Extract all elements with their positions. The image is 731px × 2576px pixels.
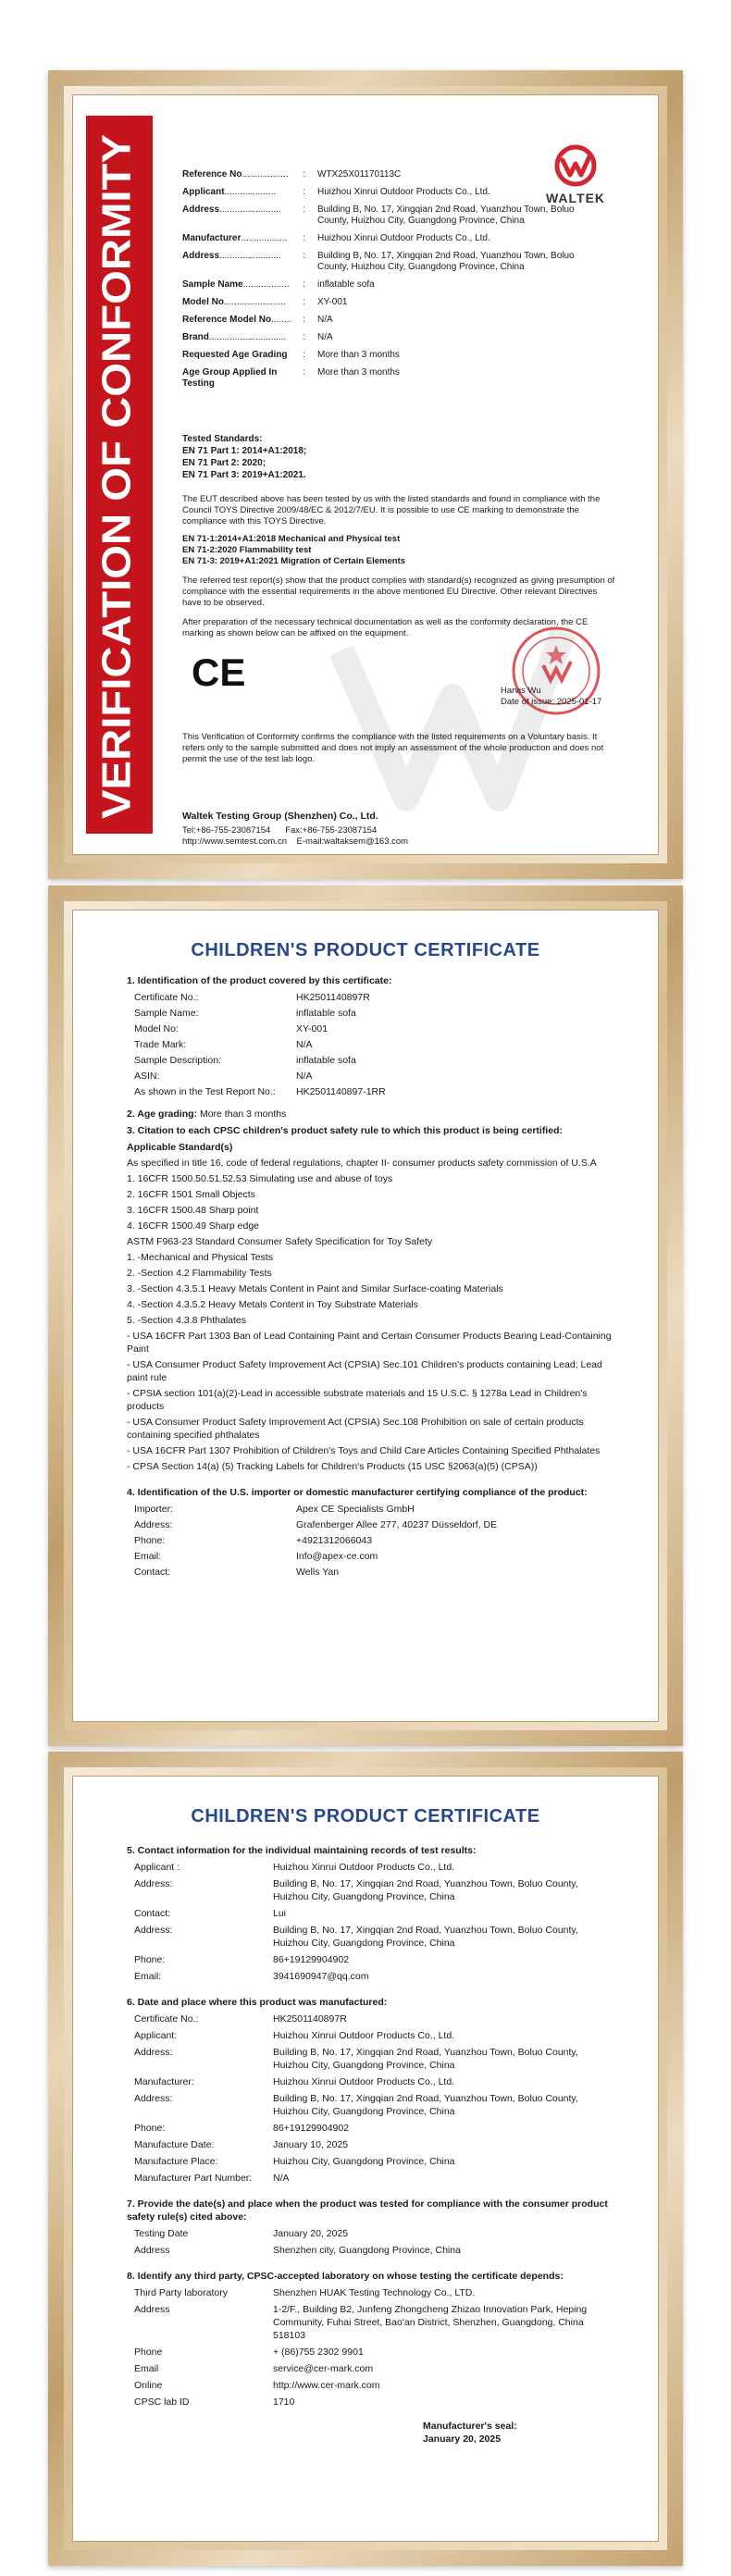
field-key-wrap [182, 279, 303, 291]
age-grading-line [127, 1108, 612, 1121]
info-value: 3941690947@qq.com [273, 1971, 369, 1982]
standard-line: - USA 16CFR Part 1307 Prohibition of Children's Toys and Child Care Articles Containing Specified Phthalates [127, 1445, 601, 1456]
field-key-wrap [182, 233, 303, 244]
section-7-heading: 7. Provide the date(s) and place when the product was tested for compliance with the consumer product safety rule(s) cited above: [127, 2198, 608, 2223]
info-row [127, 1518, 612, 1531]
field-value: Huizhou Xinrui Outdoor Products Co., Ltd. [317, 187, 490, 197]
info-key: Applicant: [134, 2030, 178, 2041]
standard-line: 4. -Section 4.3.5.2 Heavy Metals Content in Toy Substrate Materials [127, 1299, 418, 1310]
field-key-wrap [182, 315, 303, 326]
info-value: HK2501140897-1RR [296, 1086, 386, 1097]
field-key-dots: ........................ [219, 251, 281, 261]
field-key-wrap [182, 367, 303, 390]
web-line [182, 836, 408, 848]
info-key: Address: [134, 1925, 173, 1936]
standard-line: 1. 16CFR 1500.50.51.52.53 Simulating use and abuse of toys [127, 1173, 393, 1184]
field-row [182, 315, 589, 326]
standard-line: 2. 16CFR 1501 Small Objects [127, 1189, 255, 1200]
company-footer [182, 811, 408, 848]
email-link[interactable]: E-mail:waltaksem@163.com [296, 836, 409, 847]
side-title [90, 125, 149, 828]
info-value: January 10, 2025 [273, 2139, 349, 2150]
field-key-wrap [182, 251, 303, 273]
section-8-rows [127, 2286, 612, 2409]
certificate-title: CHILDREN'S PRODUCT CERTIFICATE [191, 1806, 540, 1827]
info-row [127, 2396, 612, 2409]
field-value: More than 3 months [317, 350, 400, 360]
info-row [127, 1038, 612, 1051]
standard-line: As specified in title 16, code of federal regulations, chapter II- consumer products safety commission of U.S.A [127, 1158, 597, 1169]
info-key: Manufacturer Part Number: [134, 2173, 253, 2184]
info-row [127, 2379, 612, 2392]
field-key-text: Address [182, 251, 220, 261]
contact-line [182, 825, 408, 836]
childrens-product-certificate-frame-2 [48, 1752, 683, 2566]
certificate-paper [72, 94, 659, 855]
info-row [127, 1953, 612, 1966]
section-3 [127, 1124, 612, 1473]
info-row [127, 2362, 612, 2375]
info-value: January 20, 2025 [273, 2228, 349, 2239]
tested-standards-label: Tested Standards: [182, 434, 263, 444]
section-7 [127, 2198, 612, 2257]
info-key: ASIN: [134, 1071, 160, 1082]
info-key: Trade Mark: [134, 1039, 187, 1050]
field-colon: : [303, 251, 305, 261]
standard-line: 4. 16CFR 1500.49 Sharp edge [127, 1220, 260, 1232]
manufacturer-seal-block [127, 2420, 612, 2446]
certificate-paper [72, 1776, 659, 2542]
info-row [127, 2122, 612, 2135]
ce-mark-icon [192, 650, 247, 691]
field-colon: : [303, 315, 305, 325]
info-row [127, 1503, 612, 1516]
field-key-text: Applicant [182, 187, 225, 197]
standard-line: ASTM F963-23 Standard Consumer Safety Specification for Toy Safety [127, 1236, 433, 1247]
info-value: Huizhou City, Guangdong Province, China [273, 2156, 455, 2167]
info-key: Email [134, 2363, 159, 2374]
info-key: Phone: [134, 2123, 166, 2134]
info-value: inflatable sofa [296, 1055, 356, 1066]
field-colon: : [303, 279, 305, 290]
info-key: Address [134, 2304, 170, 2315]
info-value: XY-001 [296, 1023, 328, 1034]
info-key: Sample Name: [134, 1008, 199, 1019]
info-key: Email: [134, 1971, 162, 1982]
field-value: WTX25X01170113C [317, 169, 402, 180]
info-value: Huizhou Xinrui Outdoor Products Co., Ltd. [273, 2076, 455, 2087]
field-value: Building B, No. 17, Xingqian 2nd Road, Yuanzhou Town, Boluo County, Huizhou City, Guangdong Province, China [317, 251, 575, 272]
field-value: inflatable sofa [317, 279, 375, 290]
info-row [127, 1070, 612, 1083]
field-key-text: Model No [182, 297, 224, 307]
info-value: Shenzhen city, Guangdong Province, China [273, 2245, 461, 2256]
field-key-text: Reference Model No [182, 315, 272, 325]
info-row [127, 2346, 612, 2359]
standard-line: - CPSIA section 101(a)(2)-Lead in accessible substrate materials and 15 U.S.C. § 1278a Lead in Children's products [127, 1388, 588, 1412]
info-row [127, 1924, 612, 1950]
manufacturer-seal-date: January 20, 2025 [423, 2434, 502, 2445]
info-row [127, 2075, 612, 2088]
section-6 [127, 1996, 612, 2185]
section-8-heading: 8. Identify any third party, CPSC-accepted laboratory on whose testing the certificate depends: [127, 2271, 564, 2282]
standard-line: 3. 16CFR 1500.48 Sharp point [127, 1205, 259, 1216]
tel: Tel:+86-755-23087154 [182, 825, 271, 836]
field-colon: : [303, 187, 305, 197]
info-value: +4921312066043 [296, 1535, 373, 1546]
field-colon: : [303, 367, 305, 378]
info-value: N/A [296, 1071, 313, 1082]
frame-inner [64, 1767, 667, 2550]
info-value: Lui [273, 1908, 287, 1919]
info-key: Address: [134, 2093, 173, 2104]
section-6-heading: 6. Date and place where this product was manufactured: [127, 1997, 388, 2008]
info-row [127, 1907, 612, 1920]
info-key: Testing Date [134, 2228, 189, 2239]
info-row [127, 1007, 612, 1020]
field-row [182, 279, 589, 291]
info-key: Manufacturer: [134, 2076, 194, 2087]
conformity-fields [182, 169, 589, 396]
standard-line: - USA 16CFR Part 1303 Ban of Lead Containing Paint and Certain Consumer Products Bearing Lead-Containing Paint [127, 1331, 612, 1355]
info-row [127, 1022, 612, 1035]
info-value: Building B, No. 17, Xingqian 2nd Road, Yuanzhou Town, Boluo County, Huizhou City, Guangdong Province, China [273, 2093, 578, 2117]
signature-block [501, 686, 601, 708]
section-7-rows [127, 2227, 612, 2257]
info-value: Building B, No. 17, Xingqian 2nd Road, Yuanzhou Town, Boluo County, Huizhou City, Guangdong Province, China [273, 1925, 578, 1949]
info-key: Sample Description: [134, 1055, 221, 1066]
info-value: 86+19129904902 [273, 1954, 350, 1965]
field-value: XY-001 [317, 297, 348, 307]
field-value: N/A [317, 332, 333, 342]
info-value: Info@apex-ce.com [296, 1551, 378, 1562]
section-4 [127, 1486, 612, 1579]
info-row [127, 991, 612, 1004]
info-key: Phone: [134, 1954, 166, 1965]
info-row [127, 2227, 612, 2240]
info-key: Certificate No.: [134, 2013, 199, 2025]
field-row [182, 169, 589, 180]
field-key-wrap [182, 187, 303, 198]
field-key-wrap [182, 350, 303, 361]
info-value: Apex CE Specialists GmbH [296, 1504, 415, 1515]
age-grading-label: 2. Age grading: [127, 1108, 198, 1120]
field-colon: : [303, 297, 305, 307]
info-row [127, 1085, 612, 1098]
voluntary-paragraph: This Verification of Conformity confirms the compliance with the listed requirements on a Voluntary basis. It refers only to the sample submitted and does not imply an assessment of the whole production and does not permit the use of the test lab logo. [182, 732, 604, 764]
fax: Fax:+86-755-23087154 [285, 825, 378, 836]
test-line: EN 71-1:2014+A1:2018 Mechanical and Physical test [182, 534, 401, 544]
info-row [127, 2172, 612, 2185]
info-key: Contact: [134, 1567, 171, 1578]
info-key: Applicant : [134, 1862, 180, 1873]
field-colon: : [303, 204, 305, 215]
section-3-heading: 3. Citation to each CPSC children's product safety rule to which this product is being certified: [127, 1125, 563, 1136]
info-row [127, 2286, 612, 2299]
field-key-text: Requested Age Grading [182, 350, 288, 360]
section-1-heading: 1. Identification of the product covered by this certificate: [127, 975, 392, 986]
section-4-rows [127, 1503, 612, 1579]
field-key-dots: .................. [242, 279, 290, 290]
info-value: Shenzhen HUAK Testing Technology Co., LTD. [273, 2287, 476, 2298]
field-key-text: Reference No [182, 169, 242, 180]
field-key-wrap [182, 332, 303, 343]
info-row [127, 2303, 612, 2342]
info-value: 1710 [273, 2396, 295, 2408]
section-2 [127, 1108, 612, 1121]
field-key-text: Manufacturer [182, 233, 242, 243]
section-5-rows [127, 1861, 612, 1983]
field-row [182, 350, 589, 361]
field-row [182, 297, 589, 308]
info-value: Huizhou Xinrui Outdoor Products Co., Ltd. [273, 1862, 455, 1873]
info-key: CPSC lab ID [134, 2396, 190, 2408]
info-key: Online [134, 2380, 163, 2391]
certificate-title: CHILDREN'S PRODUCT CERTIFICATE [191, 940, 540, 960]
info-row [127, 2012, 612, 2025]
frame-inner [64, 86, 667, 863]
info-row [127, 2244, 612, 2257]
info-value: N/A [296, 1039, 313, 1050]
side-title-svg [90, 125, 149, 828]
section-5-heading: 5. Contact information for the individual maintaining records of test results: [127, 1845, 477, 1856]
info-key: Model No: [134, 1023, 179, 1034]
field-key-dots: .............................. [208, 332, 287, 342]
field-key-wrap [182, 169, 303, 180]
website-link[interactable]: http://www.semtest.com.cn [182, 836, 287, 847]
tested-standards-block [182, 433, 617, 481]
field-row [182, 233, 589, 244]
info-key: Phone: [134, 1535, 166, 1546]
info-row [127, 1877, 612, 1903]
info-value: Building B, No. 17, Xingqian 2nd Road, Yuanzhou Town, Boluo County, Huizhou City, Guangdong Province, China [273, 2047, 578, 2071]
field-row [182, 251, 589, 273]
standard-line: 1. -Mechanical and Physical Tests [127, 1252, 273, 1263]
info-value: 1-2/F., Building B2, Junfeng Zhongcheng Zhizao Innovation Park, Heping Community, Fuhai Street, Bao'an District, Shenzhen, Guangdong, China 518103 [273, 2304, 588, 2341]
standard-line: 5. -Section 4.3.8 Phthalates [127, 1315, 246, 1326]
field-key-text: Brand [182, 332, 209, 342]
info-value: Huizhou Xinrui Outdoor Products Co., Ltd. [273, 2030, 455, 2041]
info-value: 86+19129904902 [273, 2123, 350, 2134]
field-key-dots: ........................ [219, 204, 281, 215]
info-row [127, 2155, 612, 2168]
field-value: N/A [317, 315, 333, 325]
age-grading-value: More than 3 months [199, 1108, 287, 1120]
info-value: HK2501140897R [273, 2013, 347, 2025]
frame-inner [64, 901, 667, 1730]
info-key: Phone [134, 2347, 163, 2358]
applicable-standards-label: Applicable Standard(s) [127, 1142, 233, 1153]
section-4-heading: 4. Identification of the U.S. importer or domestic manufacturer certifying compliance of the product: [127, 1487, 588, 1498]
field-key-dots: .................. [242, 169, 289, 180]
ce-mark-text: CE [192, 650, 246, 691]
test-line: EN 71-2:2020 Flammability test [182, 545, 312, 555]
field-row [182, 187, 589, 198]
test-line: EN 71-3: 2019+A1:2021 Migration of Certain Elements [182, 556, 406, 566]
presumption-paragraph: The referred test report(s) show that the product complies with standard(s) recognized as giving presumption of compliance with the essential requirements in the above mentioned EU Directive. Other relevant Directives have to be observed. [182, 576, 615, 608]
info-key: Importer: [134, 1504, 174, 1515]
info-value: HK2501140897R [296, 992, 370, 1003]
field-key-wrap [182, 204, 303, 227]
field-key-text: Sample Name [182, 279, 243, 290]
field-value: Huizhou Xinrui Outdoor Products Co., Ltd. [317, 233, 490, 243]
info-value: inflatable sofa [296, 1008, 356, 1019]
tested-standard-1: EN 71 Part 1: 2014+A1:2018; [182, 446, 307, 456]
company-name: Waltek Testing Group (Shenzhen) Co., Ltd. [182, 811, 378, 822]
standards-list [127, 1157, 612, 1473]
info-key: Address: [134, 2047, 173, 2058]
info-row [127, 1054, 612, 1067]
standard-line: - USA Consumer Product Safety Improvement Act (CPSIA) Sec.108 Prohibition on sale of certain products containing specified phthalates [127, 1417, 584, 1441]
field-key-text: Address [182, 204, 220, 215]
section-1 [127, 974, 612, 1098]
field-colon: : [303, 233, 305, 243]
manufacturer-seal-label: Manufacturer's seal: [423, 2421, 517, 2432]
tests-block [182, 534, 617, 567]
standard-line: - USA Consumer Product Safety Improvement Act (CPSIA) Sec.101 Children's products containing Lead; Lead paint rule [127, 1359, 602, 1383]
date-of-issue: Date of issue: 2025-01-17 [501, 697, 602, 707]
ce-marking-paragraph: After preparation of the necessary technical documentation as well as the conformity declaration, the CE marking as shown below can be affixed on the equipment. [182, 617, 589, 638]
info-row [127, 1861, 612, 1874]
field-key-wrap [182, 297, 303, 308]
section-5 [127, 1844, 612, 1983]
field-key-dots: .................... [224, 187, 277, 197]
info-key: Email: [134, 1551, 162, 1562]
info-row [127, 2138, 612, 2151]
info-value: service@cer-mark.com [273, 2363, 374, 2374]
info-row [127, 1534, 612, 1547]
info-key: Address [134, 2245, 170, 2256]
field-row [182, 332, 589, 343]
info-value: http://www.cer-mark.com [273, 2380, 380, 2391]
field-key-dots: ........ [271, 315, 292, 325]
signer-name: Harvis Wu [501, 686, 541, 696]
info-row [127, 1970, 612, 1983]
info-row [127, 2029, 612, 2042]
info-key: Third Party laboratory [134, 2287, 228, 2298]
logo-name: WALTEK [545, 191, 606, 205]
info-row [127, 2046, 612, 2072]
info-value: Wells Yan [296, 1567, 340, 1578]
field-colon: : [303, 332, 305, 342]
info-row [127, 2092, 612, 2118]
field-row [182, 204, 589, 227]
field-row [182, 367, 589, 390]
field-value: More than 3 months [317, 367, 400, 378]
info-value: + (86)755 2302 9901 [273, 2347, 364, 2358]
info-value: N/A [273, 2173, 290, 2184]
childrens-product-certificate-frame-1 [48, 886, 683, 1746]
section-8 [127, 2270, 612, 2409]
info-key: Address: [134, 1878, 173, 1889]
field-colon: : [303, 169, 305, 180]
field-key-dots: ........................ [224, 297, 286, 307]
section-6-rows [127, 2012, 612, 2185]
field-value: Building B, No. 17, Xingqian 2nd Road, Yuanzhou Town, Boluo County, Huizhou City, Guangdong Province, China [317, 204, 575, 226]
standard-line: 2. -Section 4.2 Flammability Tests [127, 1268, 272, 1279]
compliance-paragraph: The EUT described above has been tested by us with the listed standards and found in compliance with the Council TOYS Directive 2009/48/EC & 2012/7/EU. It is possible to use CE marking to demonstrate the compliance with this TOYS Directive. [182, 494, 601, 526]
info-value: Building B, No. 17, Xingqian 2nd Road, Yuanzhou Town, Boluo County, Huizhou City, Guangdong Province, China [273, 1878, 578, 1902]
info-key: Address: [134, 1519, 173, 1530]
info-key: As shown in the Test Report No.: [134, 1086, 276, 1097]
field-key-text: Age Group Applied In Testing [182, 367, 278, 389]
info-value: Grafenberger Allee 277, 40237 Düsseldorf, DE [296, 1519, 498, 1530]
info-key: Manufacture Place: [134, 2156, 218, 2167]
certificate-paper [72, 910, 659, 1722]
standard-line: 3. -Section 4.3.5.1 Heavy Metals Content in Paint and Similar Surface-coating Materials [127, 1283, 503, 1294]
info-key: Certificate No.: [134, 992, 199, 1003]
standard-line: - CPSA Section 14(a) (5) Tracking Labels for Children's Products (15 USC §2063(a)(5) (CPSA)) [127, 1461, 538, 1472]
field-key-dots: .................. [241, 233, 288, 243]
info-row [127, 1550, 612, 1563]
info-row [127, 1566, 612, 1579]
section-1-rows [127, 991, 612, 1098]
tested-standard-3: EN 71 Part 3: 2019+A1:2021. [182, 470, 306, 480]
tested-standard-2: EN 71 Part 2: 2020; [182, 458, 266, 468]
verification-of-conformity-frame [48, 70, 683, 879]
info-key: Manufacture Date: [134, 2139, 215, 2150]
info-key: Contact: [134, 1908, 171, 1919]
field-colon: : [303, 350, 305, 360]
side-title-text: VERIFICATION OF CONFORMITY [93, 181, 140, 819]
